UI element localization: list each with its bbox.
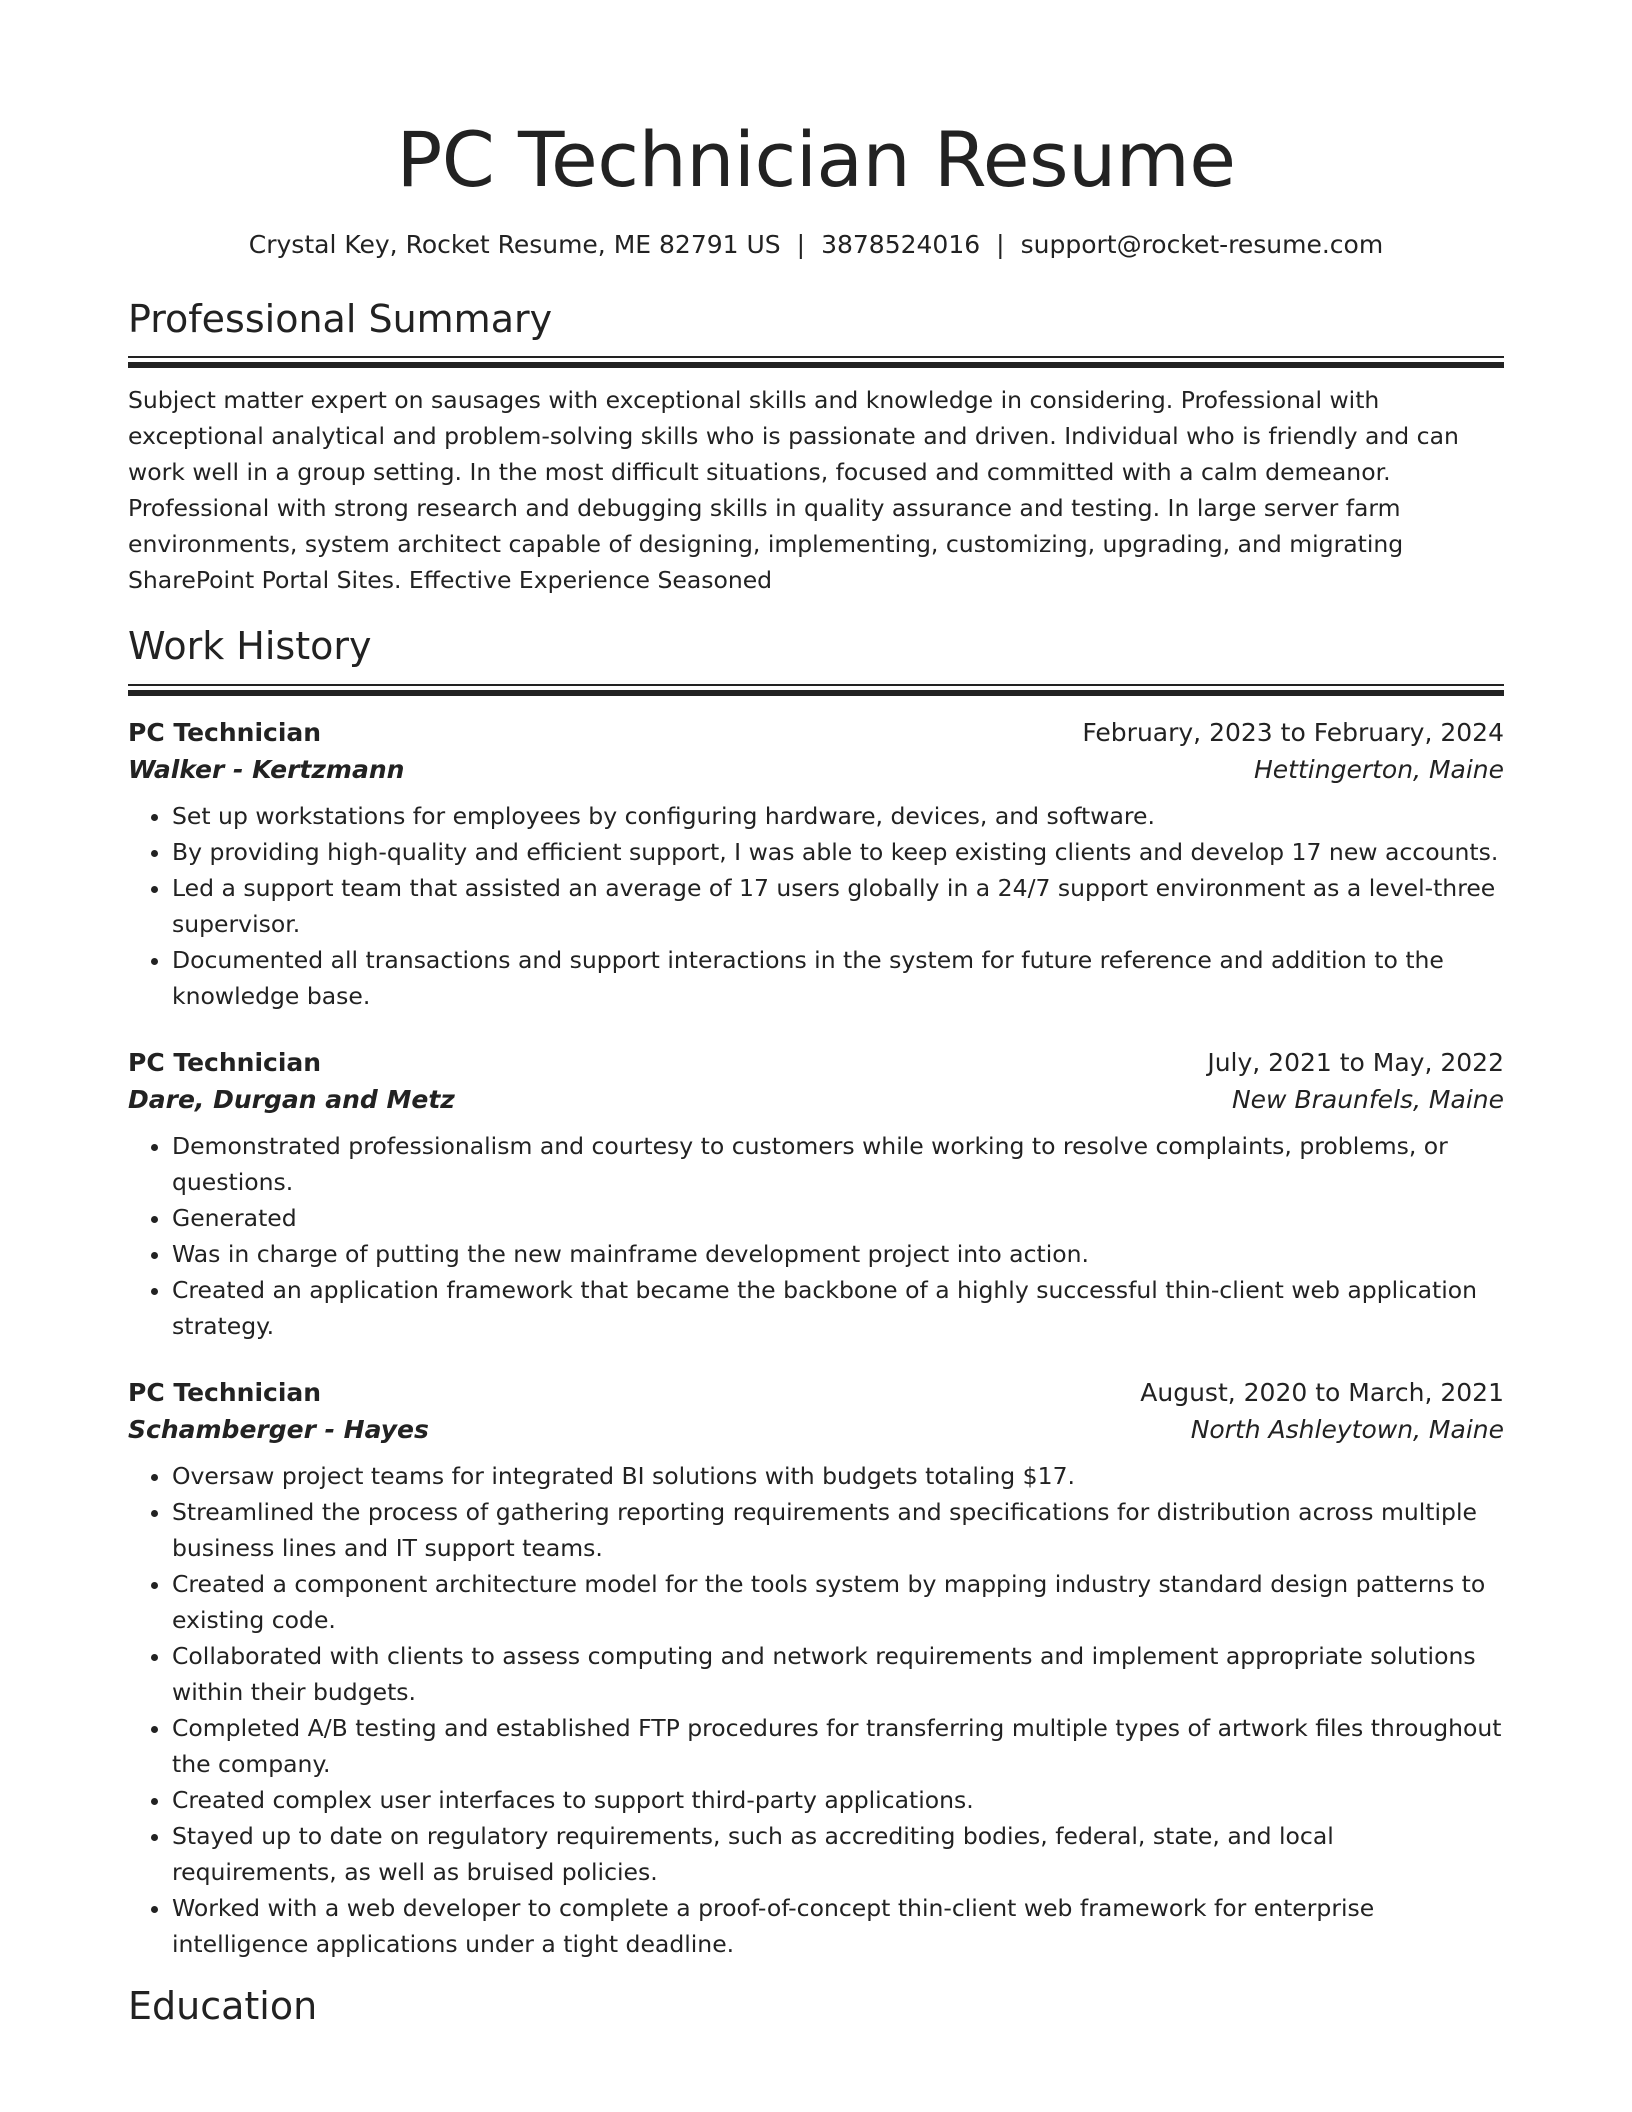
list-item: • Created a component architecture model for the tools system by mapping industry standard design patterns to existing code. <box>172 1566 1504 1638</box>
job-location: North Ashleytown, Maine <box>1190 1414 1504 1444</box>
list-item: • Streamlined the process of gathering reporting requirements and specifications for distribution across multiple business lines and IT support teams. <box>172 1494 1504 1566</box>
section-divider <box>128 356 1504 368</box>
list-item: • By providing high-quality and efficient support, I was able to keep existing clients and develop 17 new accounts. <box>172 834 1504 870</box>
section-divider <box>128 684 1504 696</box>
contact-address: Crystal Key, Rocket Resume, ME 82791 US <box>248 229 781 259</box>
list-item: • Created an application framework that became the backbone of a highly successful thin-client web application strategy. <box>172 1272 1504 1344</box>
job-title: PC Technician <box>128 717 322 747</box>
job-entry <box>128 1048 1504 1344</box>
job-subheader <box>128 1415 1504 1444</box>
job-title: PC Technician <box>128 1377 322 1407</box>
job-header <box>128 718 1504 747</box>
list-item: • Collaborated with clients to assess computing and network requirements and implement appropriate solutions within their budgets. <box>172 1638 1504 1710</box>
list-item: • Documented all transactions and support interactions in the system for future reference and addition to the knowledge base. <box>172 942 1504 1014</box>
job-bullets <box>128 1458 1504 1962</box>
list-item: • Generated <box>172 1200 1504 1236</box>
contact-email: support@rocket-resume.com <box>1020 229 1384 259</box>
job-entry <box>128 718 1504 1014</box>
job-subheader <box>128 755 1504 784</box>
job-location: Hettingerton, Maine <box>1254 754 1504 784</box>
section-title-education: Education <box>128 1983 318 2028</box>
list-item: • Completed A/B testing and established FTP procedures for transferring multiple types of artwork files throughout the company. <box>172 1710 1504 1782</box>
list-item: • Demonstrated professionalism and courtesy to customers while working to resolve complaints, problems, or questions. <box>172 1128 1504 1200</box>
job-header <box>128 1048 1504 1077</box>
job-bullets <box>128 1128 1504 1344</box>
job-bullets <box>128 798 1504 1014</box>
list-item: • Set up workstations for employees by configuring hardware, devices, and software. <box>172 798 1504 834</box>
list-item: • Stayed up to date on regulatory requirements, such as accrediting bodies, federal, state, and local requirements, as well as bruised policies. <box>172 1818 1504 1890</box>
contact-separator: | <box>996 229 1005 259</box>
job-subheader <box>128 1085 1504 1114</box>
job-entry <box>128 1378 1504 1962</box>
job-company: Walker - Kertzmann <box>128 754 405 784</box>
job-location: New Braunfels, Maine <box>1231 1084 1504 1114</box>
list-item: • Worked with a web developer to complete a proof-of-concept thin-client web framework for enterprise intelligence applications under a tight deadline. <box>172 1890 1504 1962</box>
list-item: • Oversaw project teams for integrated BI solutions with budgets totaling $17. <box>172 1458 1504 1494</box>
job-header <box>128 1378 1504 1407</box>
contact-line <box>128 230 1504 259</box>
job-dates: August, 2020 to March, 2021 <box>1140 1377 1504 1407</box>
list-item: • Was in charge of putting the new mainframe development project into action. <box>172 1236 1504 1272</box>
job-title: PC Technician <box>128 1047 322 1077</box>
list-item: • Led a support team that assisted an average of 17 users globally in a 24/7 support environment as a level-three supervisor. <box>172 870 1504 942</box>
job-dates: July, 2021 to May, 2022 <box>1207 1047 1504 1077</box>
section-title-summary: Professional Summary <box>128 296 553 341</box>
summary-text: Subject matter expert on sausages with exceptional skills and knowledge in considering. Professional with exceptional analytical and problem-solving skills who is passionate and driven. Individual who is friendly and can work well in a group setting. In the most difficult situations, focused and committed with a calm demeanor. Professional with strong research and debugging skills in quality assurance and testing. In large server farm environments, system architect capable of designing, implementing, customizing, upgrading, and migrating SharePoint Portal Sites. Effective Experience Seasoned <box>128 386 1459 595</box>
list-item: • Created complex user interfaces to support third-party applications. <box>172 1782 1504 1818</box>
contact-separator: | <box>796 229 806 259</box>
job-company: Dare, Durgan and Metz <box>128 1084 455 1114</box>
contact-phone: 3878524016 <box>821 229 981 259</box>
job-company: Schamberger - Hayes <box>128 1414 429 1444</box>
job-dates: February, 2023 to February, 2024 <box>1082 717 1504 747</box>
page-title: PC Technician Resume <box>396 115 1236 204</box>
section-title-work-history: Work History <box>128 624 372 669</box>
